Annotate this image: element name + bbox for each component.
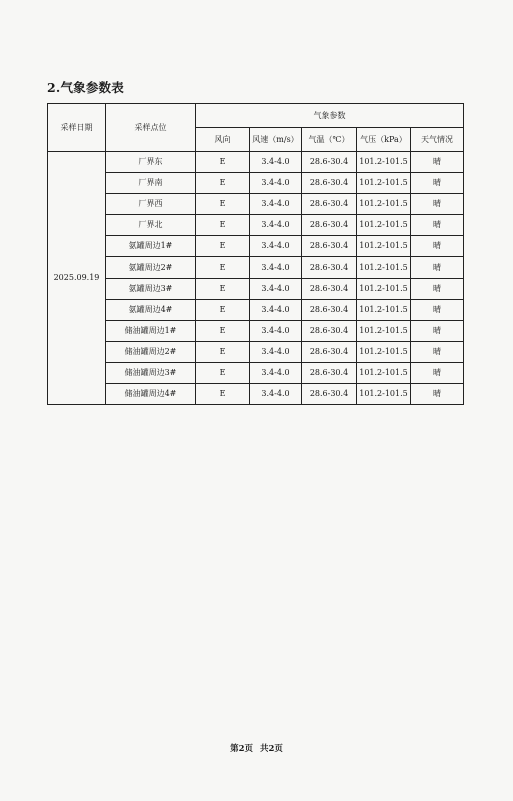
table-row	[48, 257, 464, 278]
cell-weather: 晴	[411, 384, 464, 405]
page-number: 第2页	[230, 744, 254, 754]
table-row	[48, 320, 464, 341]
cell-point: 氨罐周边2#	[106, 257, 196, 278]
cell-wind-speed: 3.4-4.0	[250, 362, 302, 383]
cell-point: 厂界西	[106, 194, 196, 215]
cell-point: 氨罐周边4#	[106, 299, 196, 320]
cell-wind-direction: E	[196, 215, 250, 236]
cell-wind-direction: E	[196, 341, 250, 362]
cell-pressure: 101.2-101.5	[357, 384, 411, 405]
cell-pressure: 101.2-101.5	[357, 341, 411, 362]
cell-wind-speed: 3.4-4.0	[250, 341, 302, 362]
table-row	[48, 194, 464, 215]
header-temperature: 气温（℃）	[302, 128, 357, 152]
cell-temperature: 28.6-30.4	[302, 278, 357, 299]
cell-point: 储油罐周边3#	[106, 362, 196, 383]
cell-temperature: 28.6-30.4	[302, 236, 357, 257]
table-row	[48, 299, 464, 320]
table-row	[48, 173, 464, 194]
cell-wind-speed: 3.4-4.0	[250, 299, 302, 320]
header-point: 采样点位	[106, 104, 196, 152]
cell-wind-speed: 3.4-4.0	[250, 194, 302, 215]
cell-temperature: 28.6-30.4	[302, 299, 357, 320]
cell-temperature: 28.6-30.4	[302, 173, 357, 194]
header-weather-params: 气象参数	[196, 104, 464, 128]
cell-wind-direction: E	[196, 320, 250, 341]
cell-pressure: 101.2-101.5	[357, 257, 411, 278]
cell-wind-direction: E	[196, 236, 250, 257]
cell-wind-direction: E	[196, 194, 250, 215]
page-total: 共2页	[259, 744, 283, 754]
table-header-row	[48, 104, 464, 128]
cell-point: 氨罐周边3#	[106, 278, 196, 299]
cell-wind-direction: E	[196, 257, 250, 278]
header-weather: 天气情况	[411, 128, 464, 152]
cell-weather: 晴	[411, 236, 464, 257]
table-row	[48, 278, 464, 299]
cell-temperature: 28.6-30.4	[302, 152, 357, 173]
cell-point: 储油罐周边4#	[106, 384, 196, 405]
table-row	[48, 384, 464, 405]
cell-wind-speed: 3.4-4.0	[250, 278, 302, 299]
table-row	[48, 362, 464, 383]
cell-point: 厂界南	[106, 173, 196, 194]
cell-weather: 晴	[411, 278, 464, 299]
cell-weather: 晴	[411, 173, 464, 194]
cell-weather: 晴	[411, 299, 464, 320]
table-body	[48, 152, 464, 405]
cell-weather: 晴	[411, 320, 464, 341]
cell-temperature: 28.6-30.4	[302, 215, 357, 236]
cell-weather: 晴	[411, 257, 464, 278]
cell-pressure: 101.2-101.5	[357, 278, 411, 299]
cell-date: 2025.09.19	[48, 152, 106, 405]
cell-pressure: 101.2-101.5	[357, 320, 411, 341]
cell-point: 储油罐周边1#	[106, 320, 196, 341]
cell-temperature: 28.6-30.4	[302, 384, 357, 405]
cell-weather: 晴	[411, 362, 464, 383]
cell-wind-speed: 3.4-4.0	[250, 215, 302, 236]
header-wind-direction: 风向	[196, 128, 250, 152]
cell-weather: 晴	[411, 215, 464, 236]
cell-pressure: 101.2-101.5	[357, 152, 411, 173]
cell-pressure: 101.2-101.5	[357, 362, 411, 383]
table-row	[48, 341, 464, 362]
table-row	[48, 152, 464, 173]
header-wind-speed: 风速（m/s）	[250, 128, 302, 152]
header-pressure: 气压（kPa）	[357, 128, 411, 152]
cell-wind-speed: 3.4-4.0	[250, 320, 302, 341]
cell-wind-direction: E	[196, 384, 250, 405]
cell-temperature: 28.6-30.4	[302, 257, 357, 278]
table-row	[48, 236, 464, 257]
weather-parameters-table	[47, 103, 464, 405]
cell-point: 氨罐周边1#	[106, 236, 196, 257]
cell-weather: 晴	[411, 152, 464, 173]
cell-wind-speed: 3.4-4.0	[250, 257, 302, 278]
cell-wind-direction: E	[196, 362, 250, 383]
cell-temperature: 28.6-30.4	[302, 362, 357, 383]
header-date: 采样日期	[48, 104, 106, 152]
cell-pressure: 101.2-101.5	[357, 299, 411, 320]
cell-wind-speed: 3.4-4.0	[250, 236, 302, 257]
cell-pressure: 101.2-101.5	[357, 236, 411, 257]
page-footer	[0, 742, 513, 754]
cell-pressure: 101.2-101.5	[357, 194, 411, 215]
cell-wind-direction: E	[196, 152, 250, 173]
cell-point: 储油罐周边2#	[106, 341, 196, 362]
cell-point: 厂界东	[106, 152, 196, 173]
table-row	[48, 215, 464, 236]
cell-wind-speed: 3.4-4.0	[250, 152, 302, 173]
cell-wind-direction: E	[196, 173, 250, 194]
cell-wind-speed: 3.4-4.0	[250, 173, 302, 194]
section-title: 2.气象参数表	[47, 80, 124, 95]
cell-temperature: 28.6-30.4	[302, 320, 357, 341]
cell-temperature: 28.6-30.4	[302, 194, 357, 215]
cell-pressure: 101.2-101.5	[357, 173, 411, 194]
cell-point: 厂界北	[106, 215, 196, 236]
cell-wind-speed: 3.4-4.0	[250, 384, 302, 405]
cell-temperature: 28.6-30.4	[302, 341, 357, 362]
cell-weather: 晴	[411, 341, 464, 362]
cell-weather: 晴	[411, 194, 464, 215]
cell-wind-direction: E	[196, 299, 250, 320]
cell-pressure: 101.2-101.5	[357, 215, 411, 236]
cell-wind-direction: E	[196, 278, 250, 299]
